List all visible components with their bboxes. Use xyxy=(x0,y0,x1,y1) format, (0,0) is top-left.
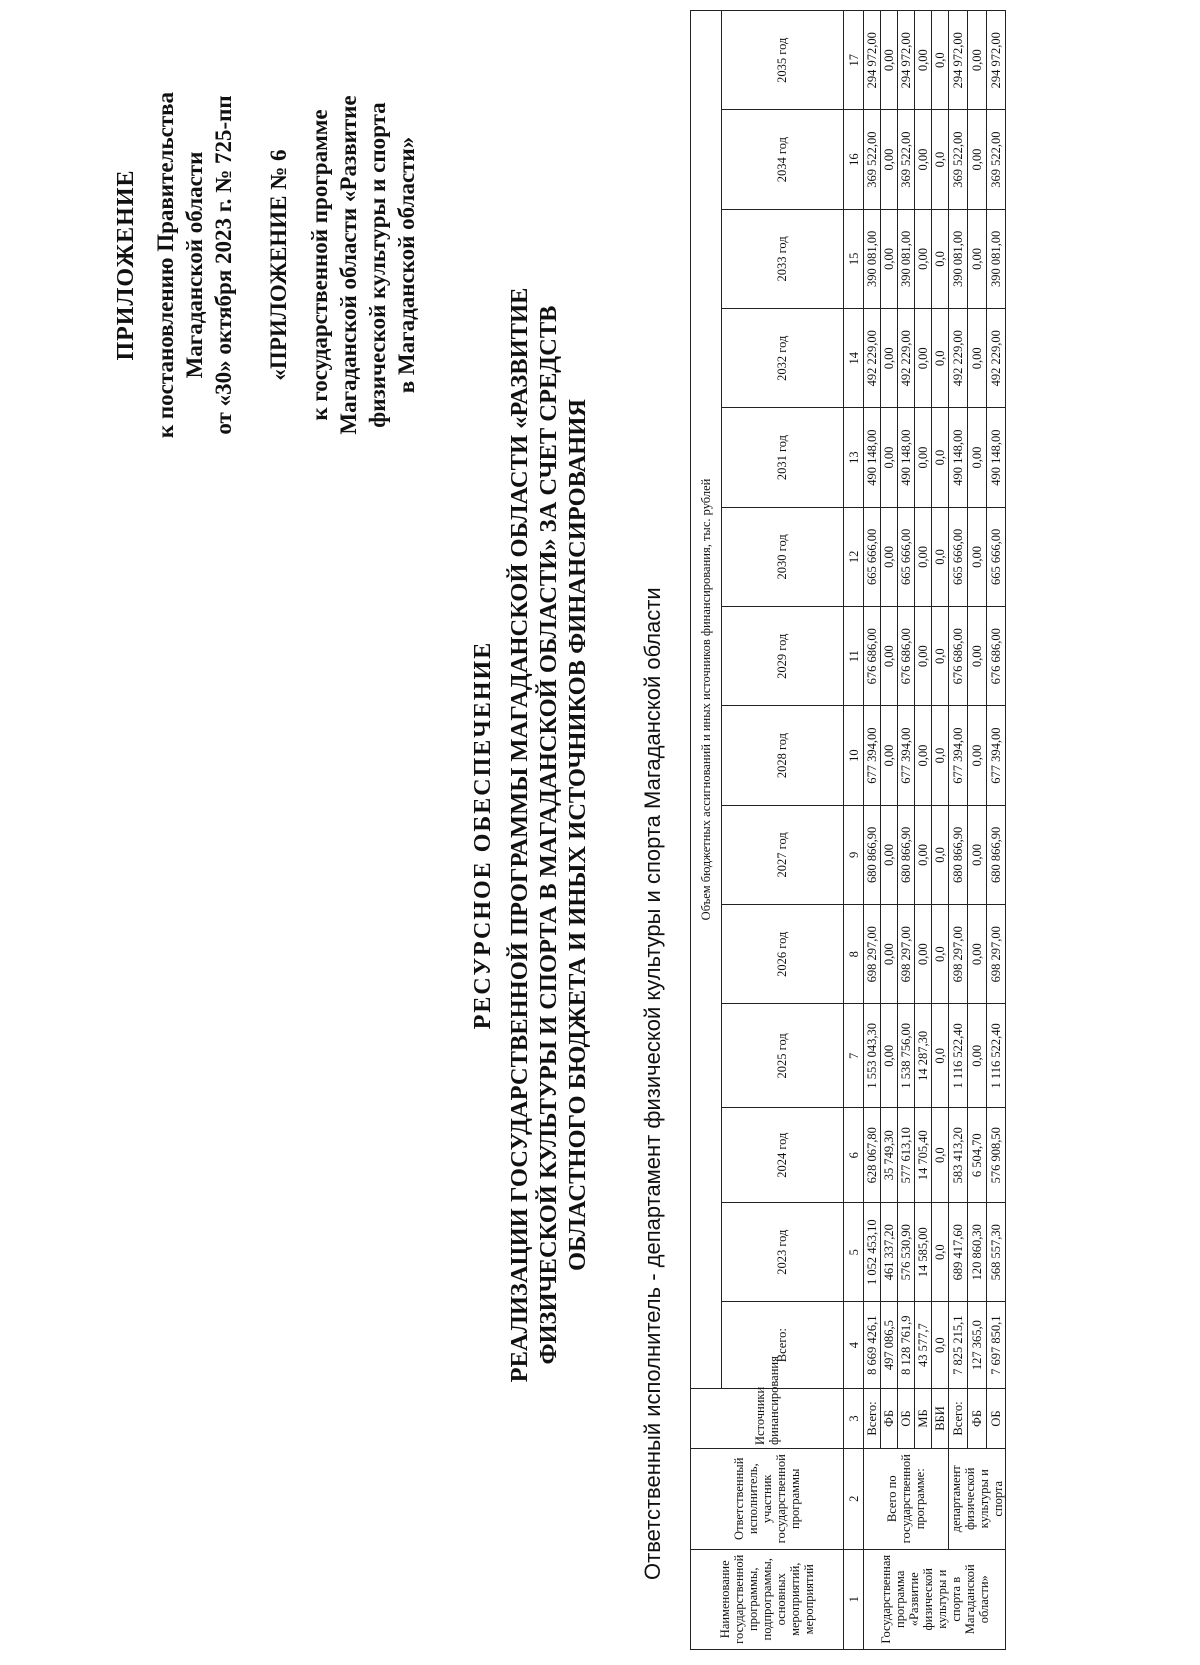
value-cell: 0,00 xyxy=(881,1004,898,1108)
value-cell: 698 297,00 xyxy=(949,905,968,1004)
column-number: 6 xyxy=(844,1108,864,1203)
value-cell: 390 081,00 xyxy=(949,209,968,308)
header-year: 2024 год xyxy=(721,1108,843,1203)
value-cell: 576 530,90 xyxy=(898,1203,915,1302)
value-cell: 698 297,00 xyxy=(864,905,881,1004)
column-number: 17 xyxy=(844,11,864,110)
table-row xyxy=(915,11,932,1650)
value-cell: 0,00 xyxy=(968,110,987,209)
value-cell: 294 972,00 xyxy=(864,11,881,110)
value-cell: 369 522,00 xyxy=(987,110,1006,209)
value-cell: 0,0 xyxy=(932,507,949,606)
header-source: Источники финансирования xyxy=(691,1388,844,1448)
appendix-header xyxy=(0,45,421,485)
value-cell: 0,00 xyxy=(881,209,898,308)
value-cell: 390 081,00 xyxy=(864,209,881,308)
column-number: 16 xyxy=(844,110,864,209)
responsible-cell: Всего по государственной программе: xyxy=(864,1449,949,1549)
header-responsible: Ответственный исполнитель, участник государственной программы xyxy=(691,1449,844,1549)
value-cell: 680 866,90 xyxy=(864,805,881,904)
header-year: 2035 год xyxy=(721,11,843,110)
value-cell: 0,0 xyxy=(932,706,949,805)
header-year: 2026 год xyxy=(721,905,843,1004)
value-cell: 680 866,90 xyxy=(949,805,968,904)
value-cell: 492 229,00 xyxy=(987,309,1006,408)
funding-source-cell: Всего: xyxy=(864,1388,881,1448)
header-year: 2031 год xyxy=(721,408,843,507)
value-cell: 0,00 xyxy=(881,905,898,1004)
column-number: 14 xyxy=(844,309,864,408)
value-cell: 1 538 756,00 xyxy=(898,1004,915,1108)
value-cell: 8 669 426,1 xyxy=(864,1302,881,1389)
value-cell: 677 394,00 xyxy=(898,706,915,805)
value-cell: 0,0 xyxy=(932,1302,949,1389)
value-cell: 294 972,00 xyxy=(987,11,1006,110)
value-cell: 0,00 xyxy=(968,209,987,308)
value-cell: 0,00 xyxy=(968,309,987,408)
value-cell: 14 585,00 xyxy=(915,1203,932,1302)
decree-line-2: Магаданской области xyxy=(182,151,207,379)
value-cell: 665 666,00 xyxy=(949,507,968,606)
value-cell: 0,00 xyxy=(881,507,898,606)
header-year: 2030 год xyxy=(721,507,843,606)
value-cell: 0,00 xyxy=(881,110,898,209)
value-cell: 0,00 xyxy=(968,408,987,507)
value-cell: 0,00 xyxy=(968,805,987,904)
column-number: 3 xyxy=(844,1388,864,1448)
value-cell: 0,0 xyxy=(932,408,949,507)
funding-source-cell: МБ xyxy=(915,1388,932,1448)
value-cell: 698 297,00 xyxy=(898,905,915,1004)
value-cell: 0,00 xyxy=(915,706,932,805)
table-row xyxy=(968,11,987,1650)
value-cell: 7 697 850,1 xyxy=(987,1302,1006,1389)
value-cell: 0,0 xyxy=(932,905,949,1004)
value-cell: 0,00 xyxy=(968,905,987,1004)
value-cell: 1 116 522,40 xyxy=(949,1004,968,1108)
value-cell: 0,0 xyxy=(932,11,949,110)
value-cell: 0,00 xyxy=(881,309,898,408)
value-cell: 676 686,00 xyxy=(949,607,968,706)
program-line-1: к государственной программе xyxy=(307,109,332,421)
value-cell: 568 557,30 xyxy=(987,1203,1006,1302)
value-cell: 390 081,00 xyxy=(987,209,1006,308)
table-body xyxy=(864,11,1006,1650)
document-title-line-3: ОБЛАСТНОГО БЮДЖЕТА И ИНЫХ ИСТОЧНИКОВ ФИНАНСИРОВАНИЯ xyxy=(564,399,591,1271)
value-cell: 1 052 453,10 xyxy=(864,1203,881,1302)
value-cell: 0,0 xyxy=(932,209,949,308)
value-cell: 490 148,00 xyxy=(898,408,915,507)
funding-source-cell: ОБ xyxy=(898,1388,915,1448)
column-number: 15 xyxy=(844,209,864,308)
header-volume: Объем бюджетных ассигнований и иных источников финансирования, тыс. рублей xyxy=(691,11,722,1389)
decree-line-1: к постановлению Правительства xyxy=(153,91,178,439)
value-cell: 369 522,00 xyxy=(898,110,915,209)
value-cell: 0,0 xyxy=(932,805,949,904)
table-row xyxy=(987,11,1006,1650)
value-cell: 0,00 xyxy=(915,309,932,408)
column-number: 1 xyxy=(844,1549,864,1649)
value-cell: 492 229,00 xyxy=(898,309,915,408)
responsible-cell: департамент физической культуры и спорта xyxy=(949,1449,1006,1549)
value-cell: 0,00 xyxy=(915,408,932,507)
decree-line-3: от «30» октября 2023 г. № 725-пп xyxy=(211,95,236,435)
value-cell: 490 148,00 xyxy=(987,408,1006,507)
header-year: 2025 год xyxy=(721,1004,843,1108)
header-total: Всего: xyxy=(721,1302,843,1389)
responsible-executor: Ответственный исполнитель - департамент физической культуры и спорта Магаданской области xyxy=(640,587,665,1580)
funding-source-cell: ВБИ xyxy=(932,1388,949,1448)
header-year: 2033 год xyxy=(721,209,843,308)
program-name-cell: Государственная программа «Развитие физической культуры и спорта в Магаданской области» xyxy=(864,1549,1006,1649)
value-cell: 677 394,00 xyxy=(864,706,881,805)
value-cell: 6 504,70 xyxy=(968,1108,987,1203)
value-cell: 577 613,10 xyxy=(898,1108,915,1203)
value-cell: 0,00 xyxy=(881,11,898,110)
header-year: 2027 год xyxy=(721,805,843,904)
column-number: 4 xyxy=(844,1302,864,1389)
value-cell: 0,00 xyxy=(915,905,932,1004)
resource-table xyxy=(690,10,1006,1650)
value-cell: 677 394,00 xyxy=(949,706,968,805)
table-row xyxy=(898,11,915,1650)
value-cell: 461 337,20 xyxy=(881,1203,898,1302)
table-row xyxy=(932,11,949,1650)
value-cell: 1 116 522,40 xyxy=(987,1004,1006,1108)
value-cell: 0,00 xyxy=(915,209,932,308)
funding-source-cell: ФБ xyxy=(968,1388,987,1448)
value-cell: 492 229,00 xyxy=(864,309,881,408)
value-cell: 0,00 xyxy=(881,607,898,706)
value-cell: 0,00 xyxy=(915,110,932,209)
value-cell: 676 686,00 xyxy=(898,607,915,706)
funding-source-cell: Всего: xyxy=(949,1388,968,1448)
column-number-row xyxy=(844,11,864,1650)
value-cell: 0,0 xyxy=(932,607,949,706)
value-cell: 0,00 xyxy=(915,11,932,110)
value-cell: 8 128 761,9 xyxy=(898,1302,915,1389)
column-number: 2 xyxy=(844,1449,864,1549)
value-cell: 0,00 xyxy=(881,408,898,507)
document-heading: РЕСУРСНОЕ ОБЕСПЕЧЕНИЕ xyxy=(470,640,496,1030)
value-cell: 0,00 xyxy=(915,607,932,706)
header-year: 2023 год xyxy=(721,1203,843,1302)
value-cell: 0,00 xyxy=(915,805,932,904)
value-cell: 0,0 xyxy=(932,1108,949,1203)
program-line-3: физической культуры и спорта xyxy=(365,102,390,428)
appendix-6-title: «ПРИЛОЖЕНИЕ № 6 xyxy=(266,149,291,381)
column-number: 8 xyxy=(844,905,864,1004)
column-number: 7 xyxy=(844,1004,864,1108)
value-cell: 0,00 xyxy=(915,507,932,606)
value-cell: 294 972,00 xyxy=(898,11,915,110)
value-cell: 490 148,00 xyxy=(949,408,968,507)
document-title-line-1: РЕАЛИЗАЦИИ ГОСУДАРСТВЕННОЙ ПРОГРАММЫ МАГАДАНСКОЙ ОБЛАСТИ «РАЗВИТИЕ xyxy=(506,287,533,1383)
funding-source-cell: ФБ xyxy=(881,1388,898,1448)
document-title-line-2: ФИЗИЧЕСКОЙ КУЛЬТУРЫ И СПОРТА В МАГАДАНСКОЙ ОБЛАСТИ» ЗА СЧЕТ СРЕДСТВ xyxy=(535,305,562,1365)
column-number: 10 xyxy=(844,706,864,805)
value-cell: 14 705,40 xyxy=(915,1108,932,1203)
value-cell: 677 394,00 xyxy=(987,706,1006,805)
header-year: 2028 год xyxy=(721,706,843,805)
header-year: 2034 год xyxy=(721,110,843,209)
column-number: 13 xyxy=(844,408,864,507)
value-cell: 369 522,00 xyxy=(949,110,968,209)
value-cell: 492 229,00 xyxy=(949,309,968,408)
header-year: 2029 год xyxy=(721,607,843,706)
funding-source-cell: ОБ xyxy=(987,1388,1006,1448)
value-cell: 0,00 xyxy=(968,507,987,606)
value-cell: 7 825 215,1 xyxy=(949,1302,968,1389)
table-row xyxy=(949,11,968,1650)
value-cell: 0,00 xyxy=(968,1004,987,1108)
value-cell: 665 666,00 xyxy=(864,507,881,606)
column-number: 9 xyxy=(844,805,864,904)
value-cell: 369 522,00 xyxy=(864,110,881,209)
value-cell: 0,0 xyxy=(932,110,949,209)
column-number: 11 xyxy=(844,607,864,706)
value-cell: 390 081,00 xyxy=(898,209,915,308)
program-line-2: Магаданской области «Развитие xyxy=(336,95,361,435)
value-cell: 665 666,00 xyxy=(898,507,915,606)
header-name: Наименование государственной программы, подпрограммы, основных мероприятий, мероприятий xyxy=(691,1549,844,1649)
value-cell: 1 553 043,30 xyxy=(864,1004,881,1108)
value-cell: 490 148,00 xyxy=(864,408,881,507)
value-cell: 120 860,30 xyxy=(968,1203,987,1302)
value-cell: 0,0 xyxy=(932,309,949,408)
value-cell: 628 067,80 xyxy=(864,1108,881,1203)
value-cell: 698 297,00 xyxy=(987,905,1006,1004)
document-title xyxy=(470,85,592,1585)
value-cell: 35 749,30 xyxy=(881,1108,898,1203)
value-cell: 43 577,7 xyxy=(915,1302,932,1389)
value-cell: 680 866,90 xyxy=(987,805,1006,904)
appendix-title: ПРИЛОЖЕНИЕ xyxy=(113,169,139,361)
value-cell: 0,00 xyxy=(968,607,987,706)
value-cell: 127 365,0 xyxy=(968,1302,987,1389)
column-number: 12 xyxy=(844,507,864,606)
value-cell: 14 287,30 xyxy=(915,1004,932,1108)
value-cell: 0,00 xyxy=(968,11,987,110)
value-cell: 0,0 xyxy=(932,1004,949,1108)
program-line-4: в Магаданской области» xyxy=(394,136,419,394)
value-cell: 676 686,00 xyxy=(864,607,881,706)
table-row xyxy=(864,11,881,1650)
value-cell: 497 086,5 xyxy=(881,1302,898,1389)
header-year: 2032 год xyxy=(721,309,843,408)
table-row xyxy=(881,11,898,1650)
value-cell: 0,00 xyxy=(968,706,987,805)
value-cell: 0,00 xyxy=(881,805,898,904)
value-cell: 665 666,00 xyxy=(987,507,1006,606)
value-cell: 576 908,50 xyxy=(987,1108,1006,1203)
value-cell: 0,0 xyxy=(932,1203,949,1302)
column-number: 5 xyxy=(844,1203,864,1302)
value-cell: 294 972,00 xyxy=(949,11,968,110)
value-cell: 0,00 xyxy=(881,706,898,805)
value-cell: 676 686,00 xyxy=(987,607,1006,706)
value-cell: 689 417,60 xyxy=(949,1203,968,1302)
value-cell: 583 413,20 xyxy=(949,1108,968,1203)
value-cell: 680 866,90 xyxy=(898,805,915,904)
